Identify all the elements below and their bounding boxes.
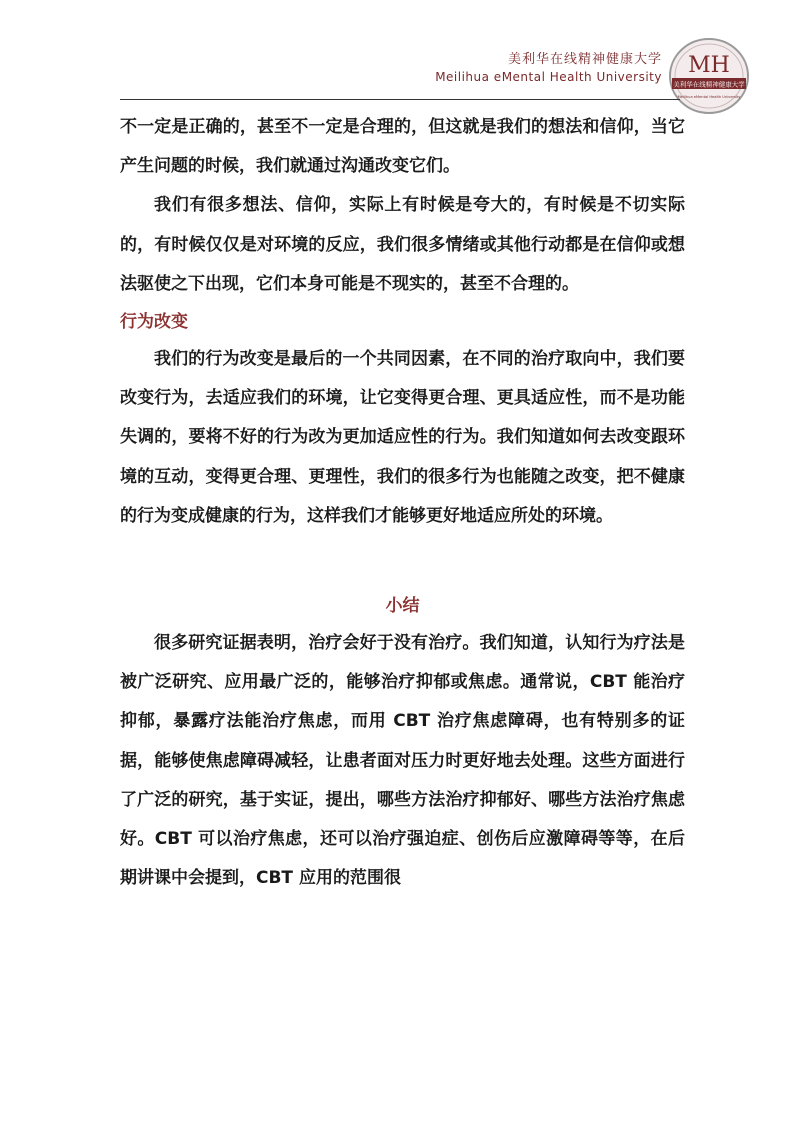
logo-tagline: Meilihua eMental Health University [677,95,741,99]
mh-logo-icon [668,36,750,116]
paragraph-2: 我们有很多想法、信仰，实际上有时候是夸大的，有时候是不切实际的，有时候仅仅是对环境的反应，我们很多情绪或其他行动都是在信仰或想法驱使之下出现，它们本身可能是不现实的，甚至不合理的。 [120,195,685,294]
university-name-en: Meilihua eMental Health University [435,70,662,84]
section-heading-summary: 小结 [385,596,420,617]
university-name-cn: 美利华在线精神健康大学 [507,52,662,67]
paragraph-1: 不一定是正确的，甚至不一定是合理的，但这就是我们的想法和信仰，当它产生问题的时候，我们就通过沟通改变它们。 [120,117,685,177]
logo-monogram: MH [688,53,730,78]
paragraph-4: 很多研究证据表明，治疗会好于没有治疗。我们知道，认知行为疗法是被广泛研究、应用最广泛的，能够治疗抑郁或焦虑。通常说，CBT 能治疗抑郁，暴露疗法能治疗焦虑，而用 CBT 治疗焦虑障碍，也有特别多的证据，能够使焦虑障碍减轻，让患者面对压力时更好地去处理。这些方面进行了广泛的研究，基于实证，提出，哪些方法治疗抑郁好、哪些方法治疗焦虑好。CBT 可以治疗焦虑，还可以治疗强迫症、创伤后应激障碍等等，在后期讲课中会提到，CBT 应用的范围很 [120,633,685,889]
header-divider [120,99,680,100]
paragraph-3: 我们的行为改变是最后的一个共同因素，在不同的治疗取向中，我们要改变行为，去适应我们的环境，让它变得更合理、更具适应性，而不是功能失调的，要将不好的行为改为更加适应性的行为。我们知道如何去改变跟环境的互动，变得更合理、更理性，我们的很多行为也能随之改变，把不健康的行为变成健康的行为，这样我们才能够更好地适应所处的环境。 [120,349,685,526]
logo-banner: 美利华在线精神健康大学 [673,80,745,89]
section-heading-behavior-change: 行为改变 [120,312,188,333]
document-body [120,108,685,898]
